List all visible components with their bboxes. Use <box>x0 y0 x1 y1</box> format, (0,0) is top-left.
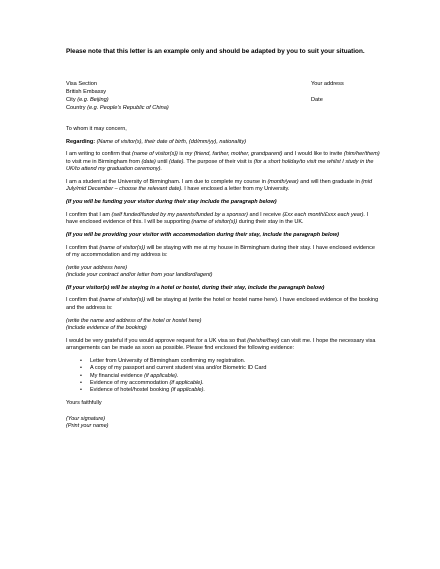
paragraph-accommodation: I confirm that (name of visitor(s)) will be staying with me at my house in Birmingham during their stay. I have enclosed evidence of my accommodation and my address is: <box>66 244 375 258</box>
sender-block <box>311 80 344 104</box>
evidence-item: • Evidence of hotel/hostel booking (if applicable). <box>90 387 381 394</box>
address-line-1: Visa Section <box>66 81 97 87</box>
address-line-2: British Embassy <box>66 89 107 95</box>
address-city: City (e.g. Beijing) <box>66 97 109 103</box>
signature-line: (Your signature) <box>66 415 106 422</box>
evidence-item: • Evidence of my accommodation (if applicable). <box>90 380 381 387</box>
evidence-list <box>66 358 381 395</box>
hotel-placeholders: (write the name and address of the hotel or hostel here) (include evidence of the booking) <box>66 317 202 331</box>
heading-accommodation: (If you will be providing your visitor with accommodation during their stay, include the paragraph below) <box>66 231 339 238</box>
evidence-item: • Letter from University of Birmingham confirming my registration. <box>90 358 381 365</box>
heading-hotel: (If your visitor(s) will be staying in a hotel or hostel, during their stay, include the paragraph below) <box>66 284 325 291</box>
closing: Yours faithfully <box>66 400 102 407</box>
regarding-line: Regarding: (Name of visitor(s), their date of birth, (dd/mm/yy), nationality) <box>66 138 247 145</box>
letter-body <box>66 126 381 431</box>
your-address: Your address <box>311 81 344 87</box>
date-line: Date <box>311 97 323 103</box>
paragraph-funding: I confirm that I am (self funded/funded by my parents/funded by a sponsor) and I receive (£xx each month/£xxx each year). I have enclosed evidence of this. I will be supporting (name of visitor(s)) during their stay in the UK. <box>66 211 369 226</box>
evidence-item: • My financial evidence (if applicable). <box>90 373 381 380</box>
salutation: To whom it may concern, <box>66 126 127 132</box>
paragraph-hotel: I confirm that (name of visitor(s)) will be staying at (write the hotel or hostel name here). I have enclosed evidence of the booking and the address is: <box>66 297 379 311</box>
paragraph-student-status: I am a student at the University of Birmingham. I am due to complete my course in (month/year) and will then graduate in (mid July/mid December – choose the relevant date). I have enclosed a letter from my University. <box>66 178 373 193</box>
paragraph-request: I would be very grateful if you would approve request for a UK visa so that (he/she/they) can visit me. I hope the necessary visa arrangements can be made as soon as possible. Please find enclosed the following evidence: <box>66 337 376 352</box>
embassy-address <box>66 80 169 112</box>
paragraph-invitation: I am writing to confirm that (name of visitor(s)) is my (friend, farther, mother, grandparent) and I would like to invite (him/her/them) to visit me in Birmingham from (date) until (date). The purpose of their visit is (for a short holiday/to visit me whilst I study in the UK/to attend my graduation ceremony). <box>66 151 380 173</box>
accommodation-placeholders: (write your address here) (include your contract and/or letter from your landlord/agent) <box>66 264 213 279</box>
address-country: Country (e.g. People's Republic of China) <box>66 105 169 111</box>
evidence-item: • A copy of my passport and current student visa and/or Biometric ID Card <box>90 365 381 372</box>
print-name-line: (Print your name) <box>66 423 109 430</box>
disclaimer-note: Please note that this letter is an example only and should be adapted by you to suit your situation. <box>66 48 365 55</box>
heading-funding: (If you will be funding your visitor during their stay include the paragraph below) <box>66 199 277 206</box>
